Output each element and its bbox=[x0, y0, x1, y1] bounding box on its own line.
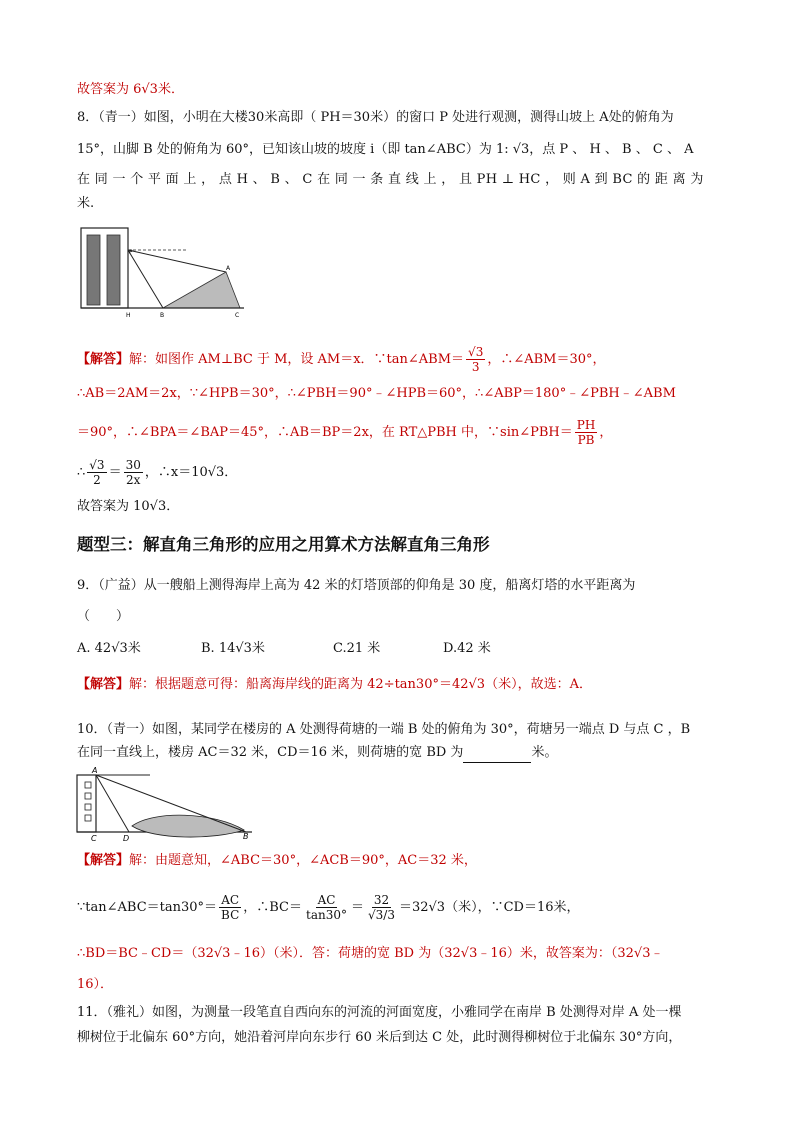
q8-line-3: 在 同 一 个 平 面 上 ， 点 H 、 B 、 C 在 同 一 条 直 线 上 ， 且 PH ⊥ HC ， 则 A 到 BC 的 距 离 为 bbox=[77, 172, 704, 187]
q10-sol-line-2: ∵tan∠ABC＝tan30°＝ $\frac{AC}{BC}$ ，∴BC＝ $\frac{AC}{\tan 30^\circ}$ ＝ $\frac{32}{√3/3}$ ＝32√3（米），∵CD＝16米， bbox=[77, 893, 580, 922]
sol8-frac-sqrt3-2: $\frac{√3}{2}$ bbox=[89, 458, 105, 487]
q10-answer-blank[interactable] bbox=[463, 749, 531, 763]
q11-line-1: 11．（雅礼）如图，为测量一段笔直自西向东的河流的河面宽度，小雅同学在南岸 B 处测得对岸 A 处一棵 bbox=[77, 1005, 682, 1020]
fig10-label-d: D bbox=[123, 834, 130, 842]
sol8-l1-end: ，∴∠ABM＝30°， bbox=[487, 352, 606, 367]
fig10-label-c: C bbox=[91, 834, 97, 842]
section-title: 题型三：解直角三角形的应用之用算术方法解直角三角形 bbox=[77, 535, 490, 554]
sol8-line-3: ＝90°，∴∠BPA＝∠BAP＝45°，∴AB＝BP＝2x，在 RT△PBH 中，∵sin∠PBH＝ $\frac{PH}{PB}$ ， bbox=[77, 418, 613, 447]
sol8-frac-30-2x: $\frac{30}{2x}$ bbox=[125, 458, 141, 487]
q9-option-d[interactable]: D.42 米 bbox=[443, 641, 491, 656]
q8-line-4: 米. bbox=[77, 196, 95, 211]
sol8-line-1 bbox=[77, 345, 717, 374]
q9-line-1: 9．（广益）从一艘船上测得海岸上高为 42 米的灯塔顶部的仰角是 30 度，船离灯塔的水平距离为 bbox=[77, 578, 636, 593]
q10-frac-ac-tan30: $\frac{AC}{\tan 30^\circ}$ bbox=[306, 893, 347, 922]
sol8-l1: 解：如图作 AM⊥BC 于 M，设 AM＝x．∵tan∠ABM＝ bbox=[129, 352, 465, 367]
fig8-label-p: P bbox=[129, 249, 133, 256]
q9-tag: 【解答】 bbox=[77, 677, 130, 692]
q10-sol-line-1: 【解答】解：由题意知，∠ABC＝30°，∠ACB＝90°，AC＝32 米， bbox=[77, 853, 477, 868]
fig10-label-b: B bbox=[243, 832, 249, 841]
q8-line-1: 8．（青一）如图，小明在大楼30米高即（ PH＝30米）的窗口 P 处进行观测，测得山坡上 A处的俯角为 bbox=[77, 110, 674, 125]
q9-options bbox=[77, 639, 717, 659]
sol8-tag: 【解答】 bbox=[77, 352, 130, 367]
sol8-frac-ph-pb: $\frac{PH}{PB}$ bbox=[576, 418, 596, 447]
fig8-label-a: A bbox=[226, 265, 231, 272]
q10-frac-32-sqrt3-3: $\frac{32}{√3/3}$ bbox=[368, 893, 395, 922]
q10-frac-ac-bc: $\frac{AC}{BC}$ bbox=[221, 893, 240, 922]
q10-sol-line-3: ∴BD＝BC﹣CD＝（32√3﹣16）（米）．答：荷塘的宽 BD 为（32√3﹣16）米，故答案为：（32√3﹣ bbox=[77, 946, 664, 961]
previous-answer: 故答案为 6√3米． bbox=[77, 82, 184, 97]
q9-option-c[interactable]: C.21 米 bbox=[333, 641, 381, 656]
fig8-label-c: C bbox=[235, 312, 240, 319]
q8-line-2: 15°，山脚 B 处的俯角为 60°，已知该山坡的坡度 i（即 tan∠ABC）为 1: √3，点 P 、 H 、 B 、 C 、 A bbox=[77, 142, 694, 157]
q9-solution: 【解答】解：根据题意可得：船离海岸线的距离为 42÷tan30°＝42√3（米），故选：A． bbox=[77, 677, 592, 692]
q10-tag: 【解答】 bbox=[77, 853, 130, 868]
sol8-answer: 故答案为 10√3． bbox=[77, 499, 180, 514]
fig8-label-b: B bbox=[160, 312, 165, 319]
q10-figure bbox=[74, 766, 254, 842]
q10-line-2: 在同一直线上，楼房 AC＝32 米，CD＝16 米，则荷塘的宽 BD 为 米。 bbox=[77, 743, 717, 763]
q9-option-a[interactable]: A. 42√3米 bbox=[77, 641, 141, 656]
q9-line-2: （ ） bbox=[77, 609, 130, 624]
fig10-label-a: A bbox=[92, 766, 98, 775]
sol8-frac-1: $\frac{√3}{3}$ bbox=[468, 345, 484, 374]
fig8-label-h: H bbox=[126, 312, 131, 319]
q11-line-2: 柳树位于北偏东 60°方向，她沿着河岸向东步行 60 米后到达 C 处，此时测得柳树位于北偏东 30°方向， bbox=[77, 1030, 682, 1045]
q8-figure bbox=[78, 224, 248, 320]
q9-option-b[interactable]: B. 14√3米 bbox=[201, 641, 265, 656]
sol8-line-4: ∴ $\frac{√3}{2}$ ＝ $\frac{30}{2x}$ ，∴x＝10√3． bbox=[77, 458, 238, 487]
q10-line-1: 10．（青一）如图，某同学在楼房的 A 处测得荷塘的一端 B 处的俯角为 30°，荷塘另一端点 D 与点 C ，B bbox=[77, 722, 691, 737]
q10-sol-line-4: 16）． bbox=[77, 977, 114, 992]
sol8-line-2: ∴AB＝2AM＝2x，∵∠HPB＝30°，∴∠PBH＝90°﹣∠HPB＝60°，∴∠ABP＝180°﹣∠PBH﹣∠ABM bbox=[77, 386, 676, 401]
